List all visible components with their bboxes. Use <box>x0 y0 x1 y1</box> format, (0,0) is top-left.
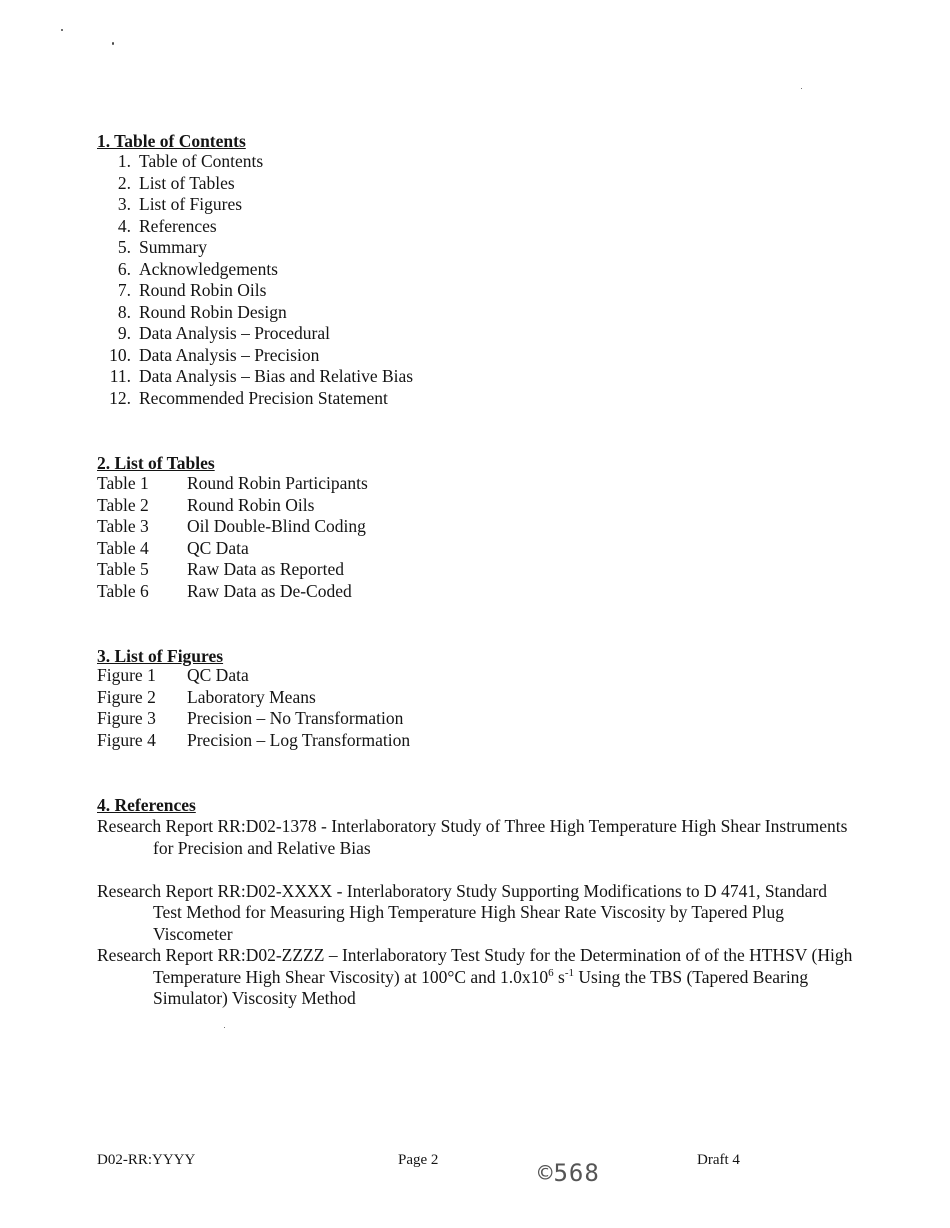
scan-speck <box>224 1027 225 1028</box>
table-entry: Table 5 Raw Data as Reported <box>97 559 344 579</box>
reference-entry: Research Report RR:D02-ZZZZ – Interlaboratory Test Study for the Determination of of the HTHSV (High Temperature High Shear Viscosity) at 100°C and $1.0x10^6$ $s^{-1}$ Using the TBS (Tapered Bearing Simulator) Viscosity Method <box>97 945 853 1008</box>
table-entry: Table 1 Round Robin Participants <box>97 473 368 493</box>
footer-draft: Draft 4 <box>697 1152 740 1168</box>
toc-heading: 1. Table of Contents <box>97 131 246 151</box>
toc-item: 12. Recommended Precision Statement <box>109 387 388 408</box>
table-entry: Table 3 Oil Double-Blind Coding <box>97 516 366 536</box>
toc-item: 6. Acknowledgements <box>117 258 278 279</box>
references-heading: 4. References <box>97 795 196 815</box>
list-of-tables <box>97 473 368 602</box>
toc-item: 3. List of Figures <box>117 194 243 214</box>
scan-speck <box>61 29 63 31</box>
table-entry: Table 6 Raw Data as De-Coded <box>97 580 352 601</box>
figure-entry: Figure 2 Laboratory Means <box>97 686 316 707</box>
scan-speck <box>112 42 114 45</box>
table-entry: Table 4 QC Data <box>97 537 249 558</box>
list-of-figures-heading: 3. List of Figures <box>97 646 224 666</box>
toc-item: 11. Data Analysis – Bias and Relative Bias <box>109 366 414 386</box>
toc-item: 4. References <box>117 215 217 236</box>
toc-item: 7. Round Robin Oils <box>117 280 267 300</box>
toc-list <box>97 151 413 409</box>
page-stamp: ©568 <box>538 1159 600 1187</box>
list-of-tables-heading: 2. List of Tables <box>97 453 215 473</box>
toc-item: 1. Table of Contents <box>117 151 264 171</box>
references-list <box>97 816 857 1010</box>
toc-item: 5. Summary <box>117 237 208 257</box>
table-entry: Table 2 Round Robin Oils <box>97 494 315 515</box>
toc-item: 2. List of Tables <box>117 172 235 193</box>
figure-entry: Figure 3 Precision – No Transformation <box>97 708 404 728</box>
figure-entry: Figure 1 QC Data <box>97 665 249 685</box>
toc-item: 9. Data Analysis – Procedural <box>117 323 330 343</box>
reference-entry: Research Report RR:D02-1378 - Interlaboratory Study of Three High Temperature High Shear Instruments for Precision and Relative Bias <box>97 816 848 858</box>
footer-page-number: Page 2 <box>398 1152 439 1168</box>
list-of-figures <box>97 665 410 751</box>
toc-item: 10. Data Analysis – Precision <box>109 344 320 365</box>
figure-entry: Figure 4 Precision – Log Transformation <box>97 729 411 750</box>
toc-item: 8. Round Robin Design <box>117 301 287 322</box>
footer-doc-id: D02-RR:YYYY <box>97 1152 196 1168</box>
scan-speck <box>801 88 802 89</box>
reference-entry: Research Report RR:D02-XXXX - Interlaboratory Study Supporting Modifications to D 4741, Standard Test Method for Measuring High Temperature High Shear Rate Viscosity by Tapered Plug Viscometer <box>97 880 828 944</box>
